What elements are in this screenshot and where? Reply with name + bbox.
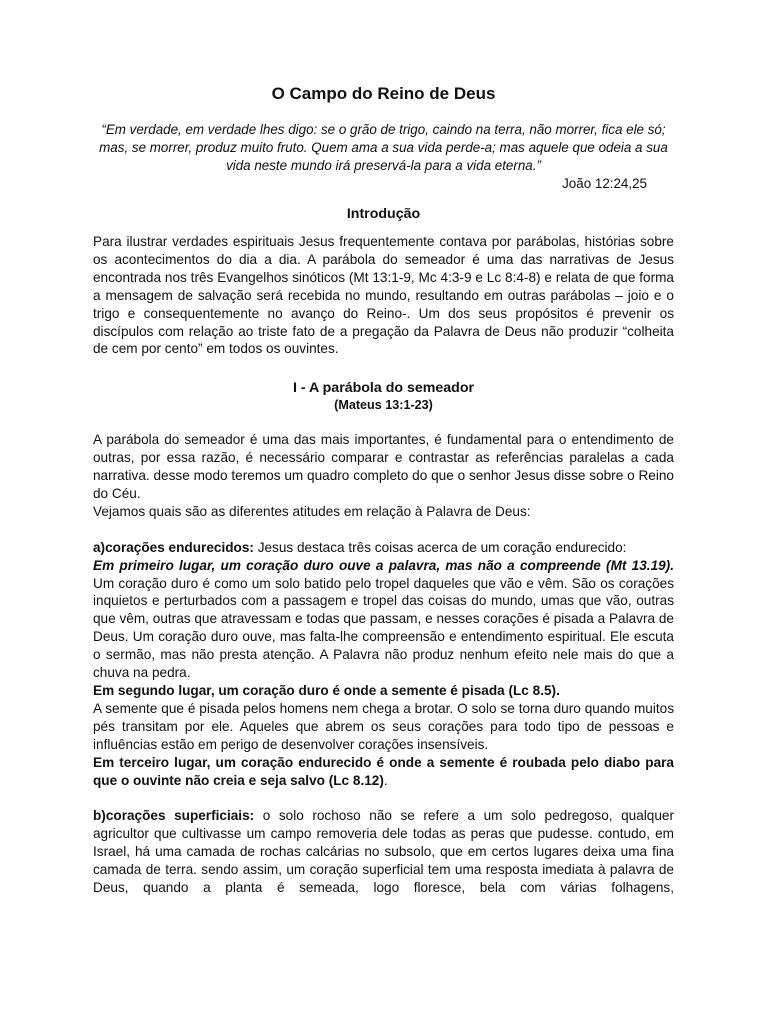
item-b-label: b)corações superficiais: — [93, 808, 255, 824]
paragraph-gap — [93, 521, 674, 539]
item-b-text: o solo rochoso não se refere a um solo pedregoso, qualquer agricultor que cultivasse um campo removeria dele todas as peras que pudesse. contudo, em Israel, há uma camada de rochas calcárias no subsolo, que em certos lugares deixa uma fina camada de terra. sendo assim, um coração superficial tem uma resposta imediata à palavra de Deus, quando a planta é semeada, logo floresce, bela com várias folhagens, — [93, 808, 675, 895]
item-a-second-heading — [93, 682, 674, 700]
item-a-third-bold: Em terceiro lugar, um coração endurecido é onde a semente é roubada pelo diabo para que o ouvinte não creia e seja salvo (Lc 8.12) — [93, 754, 674, 788]
item-b-paragraph — [93, 807, 674, 897]
section1-reference: (Mateus 13:1-23) — [334, 398, 433, 413]
introduction-paragraph: Para ilustrar verdades espirituais Jesus frequentemente contava por parábolas, histórias sobre os acontecimentos do dia a dia. A parábola do semeador é uma das narrativas de Jesus encontrada nos três Evangelhos sinóticos (Mt 13:1-9, Mc 4:3-9 e Lc 8:4-8) e relata de que forma a mensagem de salvação será recebida no mundo, resultando em outras parábolas – joio e o trigo e consequentemente no avanço do Reino-. Um dos seus propósitos é prevenir os discípulos com relação ao triste fato de a pregação da Palavra de Deus não produzir “colheita de cem por cento” em todos os ouvintes. — [93, 234, 674, 357]
item-a-third-point — [93, 754, 674, 790]
item-a-intro — [93, 539, 674, 557]
section1-paragraph2: Vejamos quais são as diferentes atitudes em relação à Palavra de Deus: — [93, 503, 531, 519]
paragraph-gap — [93, 789, 674, 807]
section1-heading: I - A parábola do semeador — [292, 380, 475, 397]
item-a-label: a)corações endurecidos: — [93, 539, 254, 555]
item-a-lead: Jesus destaca três coisas acerca de um coração endurecido: — [253, 539, 627, 555]
item-a-first-text: Um coração duro é como um solo batido pelo tropel daqueles que vão e vêm. São os corações inquietos e perturbados com a passagem e tropel das coisas do mundo, umas que vão, outras que vêm, outras que atravessam e todas que passam, e nesses corações é pisada a Palavra de Deus. Um coração duro ouve, mas falta-lhe compreensão e entendimento espiritual. Ele escuta o sermão, mas não presta atenção. A Palavra não produz nenhum efeito nele mais do que a chuva na pedra. — [93, 575, 674, 681]
document-title: O Campo do Reino de Deus — [271, 84, 496, 103]
epigraph-quote: “Em verdade, em verdade lhes digo: se o grão de trigo, caindo na terra, não morrer, fica ele só; mas, se morrer, produz muito fruto. Quem ama a sua vida perde-a; mas aquele que odeia a sua vida neste mundo irá preservá-la para a vida eterna.” — [99, 122, 668, 173]
item-a-first-point — [93, 557, 674, 682]
introduction-heading: Introdução — [346, 206, 421, 222]
item-a-second-text: A semente que é pisada pelos homens nem chega a brotar. O solo se torna duro quando muitos pés transitam por ele. Aqueles que abrem os seus corações para todo tipo de pessoas e influências estão em perigo de desenvolver corações insensíveis. — [93, 700, 674, 752]
item-a-second-bold: Em segundo lugar, um coração duro é onde a semente é pisada (Lc 8.5). — [93, 683, 560, 699]
epigraph-reference: João 12:24,25 — [562, 176, 647, 191]
section1-paragraph1: A parábola do semeador é uma das mais importantes, é fundamental para o entendimento de outras, por essa razão, é necessário comparar e contrastar as referências paralelas a cada narrativa. desse modo teremos um quadro completo do que o senhor Jesus disse sobre o Reino do Céu. — [93, 432, 674, 502]
document-page — [93, 84, 674, 897]
item-a-first-bold: Em primeiro lugar, um coração duro ouve a palavra, mas não a compreende (Mt 13.19). — [93, 557, 674, 573]
item-a-third-end: . — [383, 772, 388, 788]
